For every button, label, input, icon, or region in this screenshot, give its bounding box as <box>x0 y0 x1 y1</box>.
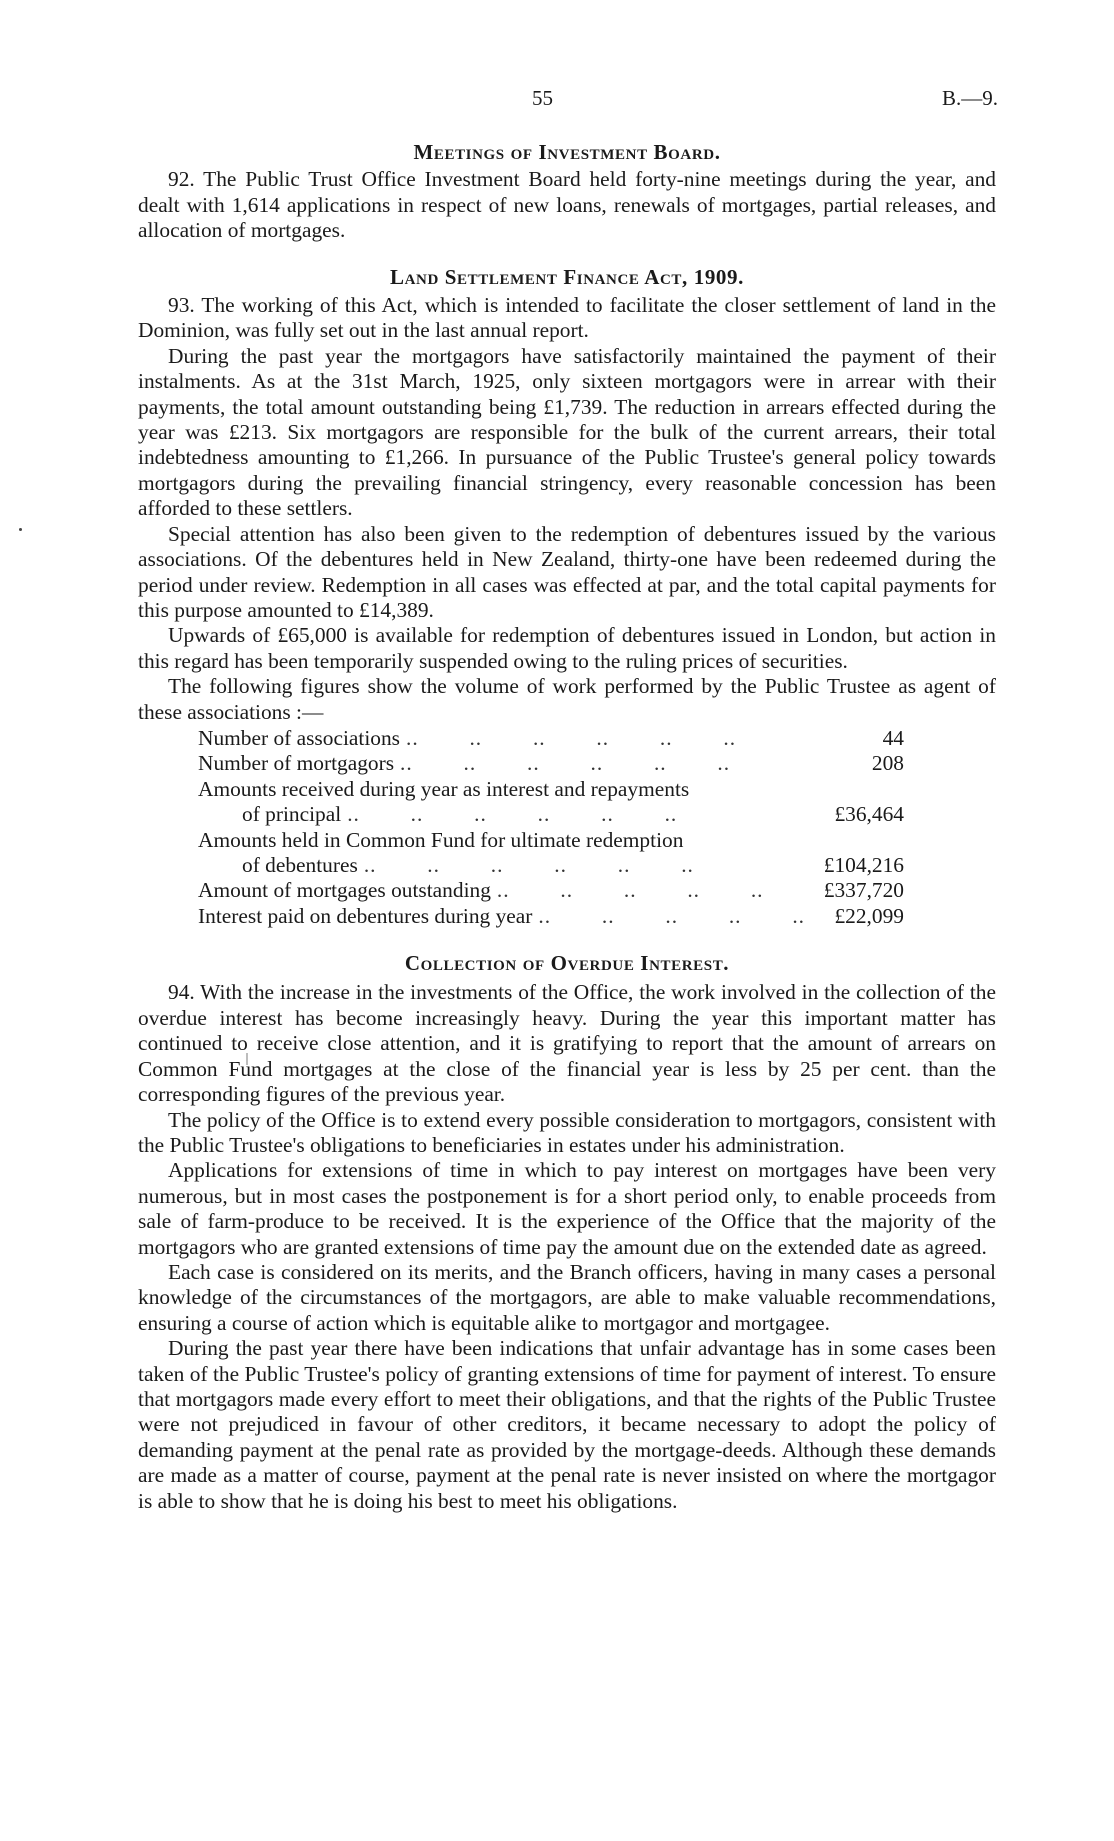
table-row <box>198 904 904 929</box>
leader-dots <box>394 751 814 776</box>
row-label-continued: of principal <box>242 802 342 827</box>
section-heading-overdue-interest: Collection of Overdue Interest. <box>404 951 730 976</box>
row-value: £22,099 <box>834 903 904 928</box>
section-heading-land-settlement: Land Settlement Finance Act, 1909. <box>390 264 744 289</box>
row-value: 208 <box>871 751 904 776</box>
leader-dots <box>341 802 814 827</box>
paragraph-93: 93. The working of this Act, which is intended to facilitate the closer settlement of land in the Dominion, was fully set out in the last annual report. <box>138 293 996 343</box>
paragraph-arrears: During the past year the mortgagors have satisfactorily maintained the payment of their instalments. As at the 31st March, 1925, only sixteen mortgagors were in arrear with their payments, the total amount outstanding being £1,739. The reduction in arrears effected during the year was £213. Six mortgagors are responsible for the bulk of the current arrears, their total indebtedness amounting to £1,266. In pursuance of the Public Trustee's general policy towards mortgagors during the prevailing financial stringency, every reasonable concession has been afforded to these settlers. <box>138 343 996 521</box>
paragraph-extensions: Applications for extensions of time in which to pay interest on mortgages have been very numerous, but in most cases the postponement is for a short period only, to enable proceeds from sale of farm-produce to be received. It is the experience of the Office that the majority of the mortgagors who are granted extensions of time pay the amount due on the extended date as agreed. <box>138 1158 996 1259</box>
paragraph-case-merits: Each case is considered on its merits, and the Branch officers, having in many cases a personal knowledge of the circumstances of the mortgagors, are able to make valuable recommendations, ensuring a course of action which is equitable alike to mortgagor and mortgagee. <box>138 1259 996 1335</box>
leader-dots <box>400 726 814 751</box>
table-row <box>198 853 904 878</box>
document-reference: B.—9. <box>941 86 998 110</box>
paragraph-office-policy: The policy of the Office is to extend every possible consideration to mortgagors, consistent with the Public Trustee's obligations to beneficiaries in estates under his administration. <box>138 1107 996 1157</box>
page-number: 55 <box>532 86 553 110</box>
row-value: £337,720 <box>823 878 904 903</box>
page-content <box>138 140 996 1514</box>
table-row <box>198 802 904 827</box>
paragraph-figures-intro: The following figures show the volume of work performed by the Public Trustee as agent of these associations :— <box>138 674 996 724</box>
table-row <box>198 726 904 751</box>
paragraph-92: 92. The Public Trust Office Investment Board held forty-nine meetings during the year, and dealt with 1,614 applications in respect of new loans, renewals of mortgages, partial releases, and allocation of mortgages. <box>138 167 996 243</box>
margin-mark <box>19 528 22 531</box>
leader-dots <box>532 904 814 929</box>
paragraph-penal-rate: During the past year there have been indications that unfair advantage has in some cases been taken of the Public Trustee's policy of granting extensions of time for payment of interest. To ensure that mortgagors made every effort to meet their obligations, and that the rights of the Public Trustee were not prejudiced in favour of other creditors, it became necessary to adopt the policy of demanding payment at the penal rate as provided by the mortgage-deeds. Although these demands are made as a matter of course, payment at the penal rate is never insisted on where the mortgagor is able to show that he is doing his best to meet his obligations. <box>138 1336 996 1513</box>
row-value: £104,216 <box>823 852 904 877</box>
paragraph-94: 94. With the increase in the investments of the Office, the work involved in the collection of the overdue interest has become increasingly heavy. During the year this important matter has continued to receive close attention, and it is gratifying to report that the amount of arrears on Common Fund mortgages at the close of the financial year is less by 25 per cent. than the corresponding figures of the previous year. <box>138 980 996 1107</box>
section-heading-meetings: Meetings of Investment Board. <box>413 140 721 164</box>
row-label: Amounts received during year as interest and repayments <box>198 776 690 801</box>
leader-dots <box>491 878 814 903</box>
paragraph-debenture-redemption: Special attention has also been given to the redemption of debentures issued by the various associations. Of the debentures held in New Zealand, thirty-one have been redeemed during the period under review. Redemption in all cases was effected at par, and the total capital payments for this purpose amounted to £14,389. <box>138 521 996 622</box>
row-label: Amounts held in Common Fund for ultimate redemption <box>198 827 684 852</box>
leader-dots <box>358 853 814 878</box>
row-label: Interest paid on debentures during year <box>198 903 533 928</box>
paragraph-london-debentures: Upwards of £65,000 is available for redemption of debentures issued in London, but action in this regard has been temporarily suspended owing to the ruling prices of securities. <box>138 623 996 673</box>
row-value: £36,464 <box>834 802 904 827</box>
row-value: 44 <box>882 725 904 750</box>
row-label: Amount of mortgages outstanding <box>198 878 491 903</box>
row-label: Number of mortgagors <box>198 751 395 776</box>
row-label-continued: of debentures <box>242 852 358 877</box>
table-row <box>198 828 904 853</box>
figures-table <box>198 726 904 929</box>
table-row <box>198 751 904 776</box>
table-row <box>198 878 904 903</box>
page-header <box>0 86 1114 116</box>
row-label: Number of associations <box>198 725 400 750</box>
table-row <box>198 777 904 802</box>
